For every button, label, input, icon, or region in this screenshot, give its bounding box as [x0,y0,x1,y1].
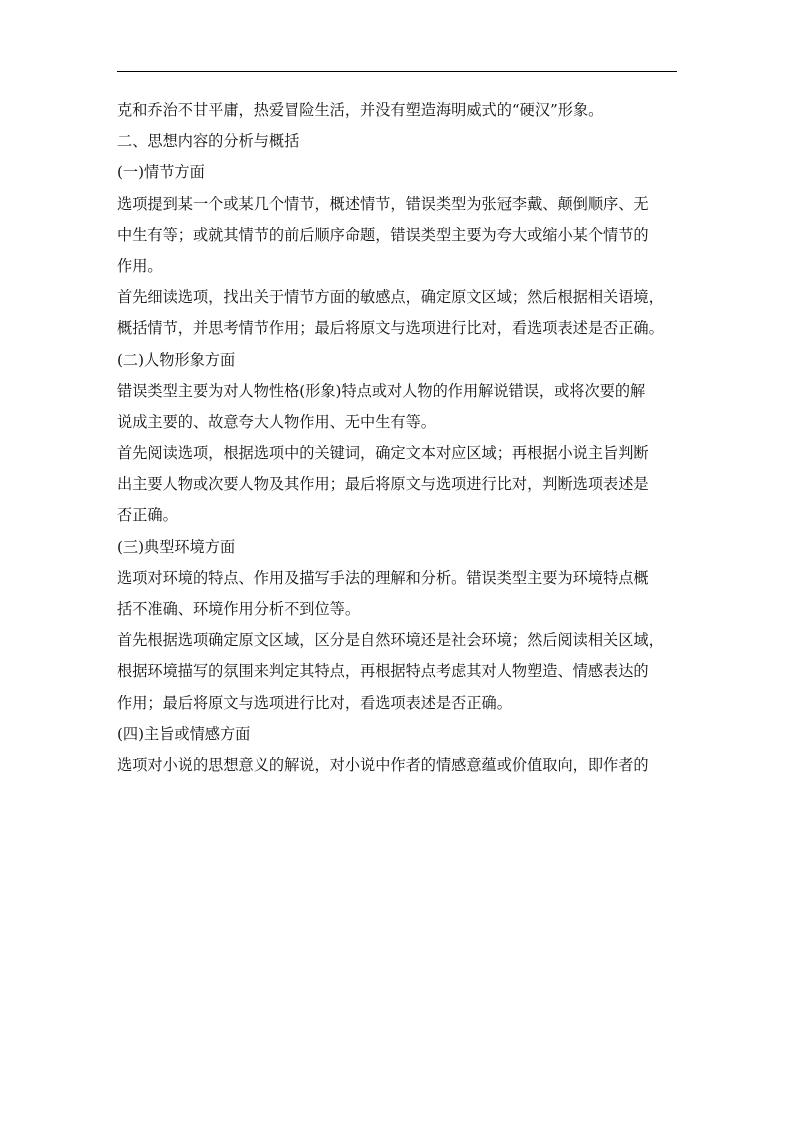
document-body [117,95,678,781]
text-line: 出主要人物或次要人物及其作用；最后将原文与选项进行比对，判断选项表述是 [117,475,649,494]
text-line: 错误类型主要为对人物性格(形象)特点或对人物的作用解说错误，或将次要的解 [117,381,646,400]
text-line: 克和乔治不甘平庸，热爱冒险生活，并没有塑造海明威式的“硬汉”形象。 [117,101,604,119]
text-line: 首先根据选项确定原文区域，区分是自然环境还是社会环境；然后阅读相关区域， [117,631,664,650]
text-line: 括不准确、环境作用分析不到位等。 [117,600,360,618]
text-line: 首先阅读选项，根据选项中的关键词，确定文本对应区域；再根据小说主旨判断 [117,444,649,463]
text-line: 概括情节，并思考情节作用；最后将原文与选项进行比对，看选项表述是否正确。 [117,319,664,338]
text-line: 选项对环境的特点、作用及描写手法的理解和分析。错误类型主要为环境特点概 [117,568,649,587]
text-line: 选项对小说的思想意义的解说，对小说中作者的情感意蕴或价值取向，即作者的 [117,755,649,774]
text-line: 说成主要的、故意夸大人物作用、无中生有等。 [117,412,436,431]
subsection-heading: (一)情节方面 [117,163,205,182]
text-line: 选项提到某一个或某几个情节，概述情节，错误类型为张冠李戴、颠倒顺序、无 [117,194,649,213]
text-line: 否正确。 [117,506,178,525]
text-line: 中生有等；或就其情节的前后顺序命题，错误类型主要为夸大或缩小某个情节的 [117,225,649,244]
subsection-heading: (二)人物形象方面 [117,350,236,369]
text-line: 作用。 [117,256,163,275]
text-line: 作用；最后将原文与选项进行比对，看选项表述是否正确。 [117,693,512,712]
text-line: 首先细读选项，找出关于情节方面的敏感点，确定原文区域；然后根据相关语境， [117,288,664,307]
subsection-heading: (四)主旨或情感方面 [117,724,251,743]
header-rule [117,71,677,72]
subsection-heading: (三)典型环境方面 [117,537,236,556]
section-heading: 二、思想内容的分析与概括 [117,132,300,151]
text-line: 根据环境描写的氛围来判定其特点，再根据特点考虑其对人物塑造、情感表达的 [117,662,649,681]
